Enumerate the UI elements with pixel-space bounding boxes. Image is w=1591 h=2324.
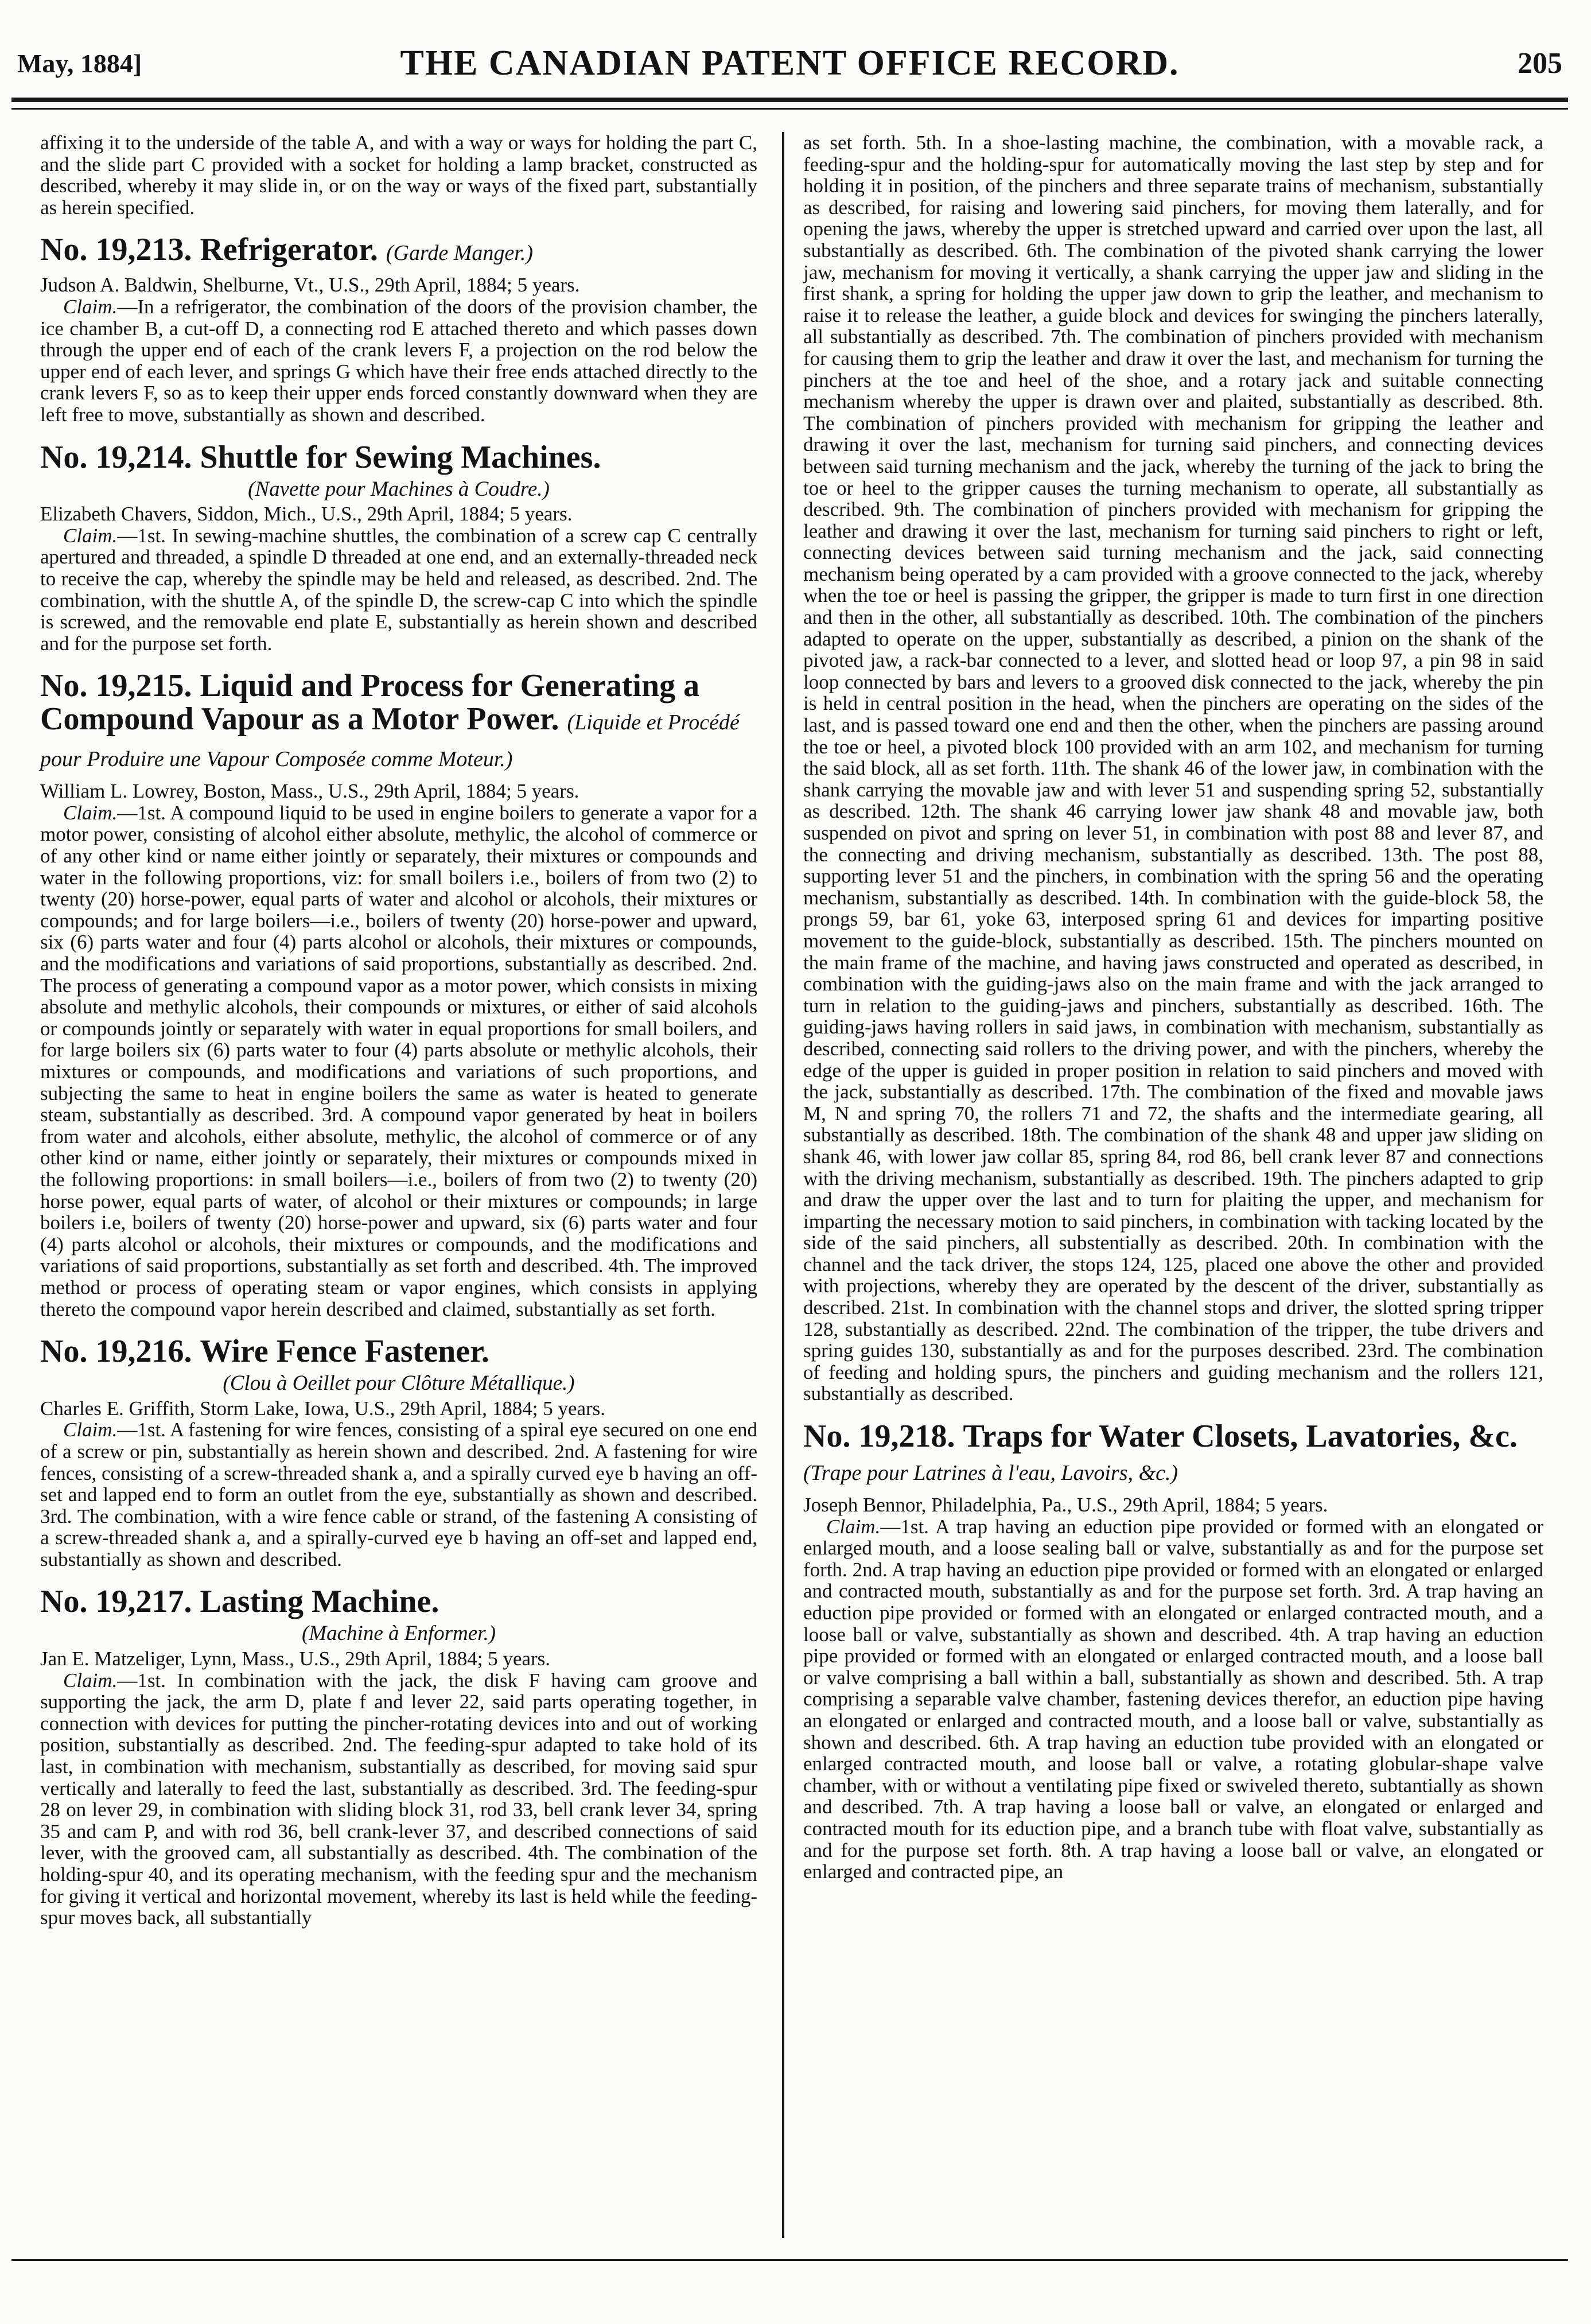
inventor-line: William L. Lowrey, Boston, Mass., U.S., 29th April, 1884; 5 years. — [40, 780, 579, 803]
patent-number: No. 19,216. — [40, 1334, 192, 1370]
column-divider — [782, 132, 784, 2238]
patent-number: No. 19,215. — [40, 668, 192, 704]
claim-text: Claim.—1st. A fastening for wire fences, consisting of a spiral eye secured on one end of a screw or pin, substantially as herein shown and described. 2nd. A fastening for wire fences, consisting of a screw-threaded shank a, and a spirally curved eye b having an off-set and lapped end to form an outlet from the eye, substantially as shown and described. 3rd. The combination, with a wire fence cable or strand, of the fastening A consisting of a screw-threaded shank a, and a spirally-curved eye b having an off-set and lapped end, substantially as shown and described. — [40, 1419, 757, 1571]
claim-label: Claim. — [63, 295, 118, 318]
entry-heading — [40, 233, 757, 270]
patent-title: Traps for Water Closets, Lavatories, &c. — [963, 1419, 1518, 1455]
inventor-line: Joseph Bennor, Philadelphia, Pa., U.S., 29th April, 1884; 5 years. — [803, 1494, 1328, 1517]
header-rule-thin — [11, 108, 1568, 110]
french-title: (Navette pour Machines à Coudre.) — [248, 477, 550, 501]
claim-text: Claim.—1st. In combination with the jack, the disk F having cam groove and supporting the jack, the arm D, plate f and lever 22, said parts operating together, in connection with devices for putting the pincher-rotating devices into and out of working position, substantially as described. 2nd. The feeding-spur adapted to take hold of its last, in combination with mechanism, substantially as described, for moving said spur vertically and laterally to feed the last, substantially as described. 3rd. The feeding-spur 28 on lever 29, in combination with sliding block 31, rod 33, bell crank lever 34, spring 35 and cam P, and with rod 36, bell crank-lever 37, and described connections of said lever, with the grooved cam, all substantially as described. 4th. The combination of the holding-spur 40, and its operating mechanism, with the feeding spur and the mechanism for giving it vertical and horizontal movement, whereby its last is held while the feeding-spur moves back, all substantially — [40, 1669, 757, 1929]
claim-label: Claim. — [826, 1515, 881, 1538]
issue-date: May, 1884] — [17, 48, 142, 78]
inventor-line: Elizabeth Chavers, Siddon, Mich., U.S., 29th April, 1884; 5 years. — [40, 503, 573, 526]
patent-number: No. 19,213. — [40, 232, 192, 268]
french-title: (Garde Manger.) — [386, 241, 533, 266]
page-header — [17, 32, 1562, 95]
patent-number: No. 19,214. — [40, 439, 192, 475]
french-title: (Trape pour Latrines à l'eau, Lavoirs, &c.) — [803, 1461, 1178, 1486]
claim-text: Claim.—1st. A trap having an eduction pipe provided or formed with an elongated or enlarged mouth, and a loose sealing ball or valve, substantially as and for the purpose set forth. 2nd. A trap having an eduction pipe provided or formed with an elongated or enlarged and contracted mouth, substantially as and for the purpose set forth. 3rd. A trap having an eduction pipe provided or formed with an elongated or enlarged contracted mouth, and a loose ball or valve, substantially as shown and described. 4th. A trap having an eduction pipe provided or formed with an elongated or enlarged contracted mouth, and a loose ball or valve comprising a ball within a ball, substantially as shown and described. 5th. A trap comprising a separable valve chamber, fastening devices therefor, an eduction pipe having an elongated or enlarged and contracted mouth, and a loose ball or valve, substantially as shown and described. 6th. A trap having an eduction tube provided with an elongated or enlarged contracted mouth, and loose ball or valve, a rotating globular-shape valve chamber, with or without a ventilating pipe fixed or swiveled thereto, subtantially as shown and described. 7th. A trap having a loose ball or valve, an elongated or enlarged and contracted mouth for its eduction pipe, and a branch tube with float valve, substantially as and for the purpose set forth. 8th. A trap having a loose ball or valve, an elongated or enlarged and contracted pipe, an — [803, 1515, 1543, 1883]
patent-title: Wire Fence Fastener. — [200, 1334, 489, 1370]
patent-title: Shuttle for Sewing Machines. — [200, 439, 601, 475]
header-rule — [11, 98, 1568, 102]
french-title: (Liquide et Procédé pour Produire une Vapour Composée comme Moteur.) — [40, 710, 740, 772]
patent-number: No. 19,217. — [40, 1584, 192, 1620]
page-number: 205 — [1517, 46, 1562, 80]
patent-entry-19214 — [40, 441, 757, 655]
footer-rule — [11, 2259, 1568, 2261]
patent-entry-19216 — [40, 1335, 757, 1570]
entry-heading — [40, 441, 757, 474]
left-column — [40, 132, 757, 1929]
french-title: (Machine à Enformer.) — [301, 1622, 496, 1646]
publication-title: THE CANADIAN PATENT OFFICE RECORD. — [400, 43, 1180, 83]
claim-label: Claim. — [63, 1669, 118, 1692]
entry-heading — [40, 1335, 757, 1368]
patent-entry-19213 — [40, 233, 757, 425]
claim-label: Claim. — [63, 1419, 118, 1441]
continued-claim: as set forth. 5th. In a shoe-lasting machine, the combination, with a movable rack, a feeding-spur and the holding-spur for automatically moving the last step by step and for holding it in position, of the pinchers and three separate trains of mechanism, substantially as described, for raising and lowering said pinchers, for moving them laterally, and for opening the jaws, whereby the upper is stretched upward and carried over upon the last, all substantially as described. 6th. The combination of the pivoted shank carrying the lower jaw, mechanism for moving it vertically, a shank carrying the upper jaw and sliding in the first shank, a spring for holding the upper jaw down to grip the leather, and mechanism to raise it to release the leather, a guide block and devices for swinging the pinchers laterally, all substantially as described. 7th. The combination of pinchers provided with mechanism for causing them to grip the leather and draw it over the last, and mechanism for turning the pinchers at the toe and heel of the shoe, and a rotary jack and suitable connecting mechanism whereby the upper is drawn over and plaited, substantially as described. 8th. The combination of pinchers provided with mechanism for gripping the leather and drawing it over the last, mechanism for turning said pinchers, and connecting devices between said turning mechanism and the jack, whereby the turning of the jack to bring the toe or heel to the gripper causes the turning mechanism to operate, all substantially as described. 9th. The combination of pinchers provided with mechanism for gripping the leather and drawing it over the last, mechanism for turning said pinchers to right or left, connecting devices between said turning mechanism and the jack, said connecting mechanism being operated by a cam provided with a groove connected to the jack, whereby when the toe or heel is passing the gripper, the gripper is made to turn first in one direction and then in the other, all substantially as described. 10th. The combination of the pinchers adapted to operate on the upper, substantially as described, a pinion on the shank of the pivoted jaw, a rack-bar connected to a lever, and slotted head or loop 97, a pin 98 in said loop connected by bars and levers to a grooved disk connected to the jack, whereby the pin is held in central position in the head, when the pinchers are operating on the sides of the last, and is passed toward one end and then the other, when the pinchers are passing around the toe or heel, a pivoted block 100 provided with an arm 102, and mechanism for turning the said block, all as set forth. 11th. The shank 46 of the lower jaw, in combination with the shank carrying the movable jaw and with lever 51 and suspending spring 52, substantially as described. 12th. The shank 46 carrying lower jaw shank 48 and movable jaw, both suspended on pivot and spring on lever 51, in combination with post 88 and lever 87, and the connecting and driving mechanism, substantially as described. 13th. The post 88, supporting lever 51 and the pinchers, in combination with the spring 56 and the operating mechanism, substantially as described. 14th. In combination with the guide-block 58, the prongs 59, bar 61, yoke 63, interposed spring 61 and devices for imparting positive movement to the guide-block, substantially as described. 15th. The pinchers mounted on the main frame of the machine, and having jaws constructed and operated as described, in combination with the guiding-jaws also on the main frame and with the jack arranged to turn in relation to the guiding-jaws and pinchers, substantially as described. 16th. The guiding-jaws having rollers in said jaws, in combination with mechanism, substantially as described, connecting said rollers to the driving power, and with the pinchers, whereby the edge of the upper is guided in proper position in relation to said pinchers and moved with the jack, substantially as described. 17th. The combination of the fixed and movable jaws M, N and spring 70, the rollers 71 and 72, the shafts and the intermediate gearing, all substantially as described. 18th. The combination of the shank 48 and upper jaw sliding on shank 46, with lower jaw collar 85, spring 84, rod 86, bell crank lever 87 and connections with the driving mechanism, substantially as described. 19th. The pinchers adapted to grip and draw the upper over the last and to turn for plaiting the upper, and mechanism for imparting the necessary motion to said pinchers, in combination with tacking located by the side of the said pinchers, all substentially as described. 20th. In combination with the channel and the tack driver, the stops 124, 125, placed one above the other and provided with projections, whereby they are operated by the descent of the driver, substantially as described. 21st. In combination with the channel stops and driver, the slotted spring tripper 128, substantially as described. 22nd. The combination of the tripper, the tube drivers and spring guides 130, substantially as and for the purposes described. 23rd. The combination of feeding and holding spurs, the pinchers and guiding mechanism and the rollers 121, substantially as described. — [803, 131, 1543, 1405]
right-column — [803, 132, 1543, 1883]
claim-text: Claim.—1st. A compound liquid to be used in engine boilers to generate a vapor for a motor power, consisting of alcohol either absolute, methylic, the alcohol of commerce or of any other kind or name either jointly or separately, their mixtures or compounds and water in the following proportions, viz: for small boilers i.e., boilers of from two (2) to twenty (20) horse-power, equal parts of water and alcohol or alcohols, their mixtures or compounds; and for large boilers—i.e., boilers of twenty (20) horse-power and upward, six (6) parts water and four (4) parts alcohol or alcohols, their mixtures or compounds, and the modifications and variations of said proportions, substantially as described. 2nd. The process of generating a compound vapor as a motor power, which consists in mixing absolute and methylic alcohols, their compounds or mixtures, or either of said alcohols or compounds jointly or separately with water in equal proportions for small boilers, and for large boilers six (6) parts water to four (4) parts absolute or methylic alcohols, their mixtures or compounds, and modifications and variations of such proportions, and subjecting the same to heat in engine boilers the same as water is heated to generate steam, substantially as described. 3rd. A compound vapor generated by heat in boilers from water and alcohols, either absolute, methylic, the alcohol of commerce or of any other kind or name, either jointly or separately, their mixtures or compounds mixed in the following proportions: in small boilers—i.e., boilers of from two (2) to twenty (20) horse power, equal parts of water, of alcohol or their mixtures or compounds; in large boilers i.e, boilers of twenty (20) horse-power and upward, six (6) parts water and four (4) parts alcohol or alcohols, their mixtures or compounds, and the modifications and variations of said proportions, substantially as set forth and described. 4th. The improved method or process of operating steam or vapor engines, which consists in applying thereto the compound vapor herein described and claimed, substantially as set forth. — [40, 801, 757, 1320]
entry-heading — [803, 1420, 1543, 1490]
inventor-line: Judson A. Baldwin, Shelburne, Vt., U.S., 29th April, 1884; 5 years. — [40, 274, 580, 297]
entry-heading — [40, 1585, 757, 1618]
patent-title: Lasting Machine. — [200, 1584, 439, 1620]
patent-number: No. 19,218. — [803, 1419, 955, 1455]
patent-entry-19217 — [40, 1585, 757, 1928]
claim-text: Claim.—In a refrigerator, the combination of the doors of the provision chamber, the ice chamber B, a cut-off D, a connecting rod E attached thereto and which passes down through the upper end of each of the crank levers F, a projection on the rod below the upper end of each lever, and springs G which have their free ends attached directly to the crank levers F, so as to keep their upper ends forced constantly downward when they are left free to move, substantially as shown and described. — [40, 295, 757, 426]
patent-title: Liquid and Process for Generating a Compound Vapour as a Motor Power. — [40, 668, 700, 737]
continued-claim: affixing it to the underside of the table A, and with a way or ways for holding the part C, and the slide part C provided with a socket for holding a lamp bracket, constructed as described, whereby it may slide in, or on the way or ways of the fixed part, substantially as herein specified. — [40, 131, 757, 219]
french-title: (Clou à Oeillet pour Clôture Métallique.) — [223, 1371, 575, 1396]
inventor-line: Charles E. Griffith, Storm Lake, Iowa, U.S., 29th April, 1884; 5 years. — [40, 1397, 606, 1420]
claim-label: Claim. — [63, 524, 118, 547]
patent-entry-19218 — [803, 1420, 1543, 1883]
claim-label: Claim. — [63, 801, 118, 824]
patent-title: Refrigerator. — [200, 232, 378, 268]
inventor-line: Jan E. Matzeliger, Lynn, Mass., U.S., 29th April, 1884; 5 years. — [40, 1647, 551, 1670]
claim-text: Claim.—1st. In sewing-machine shuttles, the combination of a screw cap C centrally apertured and threaded, a spindle D threaded at one end, and an externally-threaded neck to receive the cap, whereby the spindle may be held and released, as described. 2nd. The combination, with the shuttle A, of the spindle D, the screw-cap C into which the spindle is screwed, and the removable end plate E, substantially as herein shown and described and for the purpose set forth. — [40, 524, 757, 655]
patent-entry-19215 — [40, 669, 757, 1320]
entry-heading — [40, 669, 757, 776]
